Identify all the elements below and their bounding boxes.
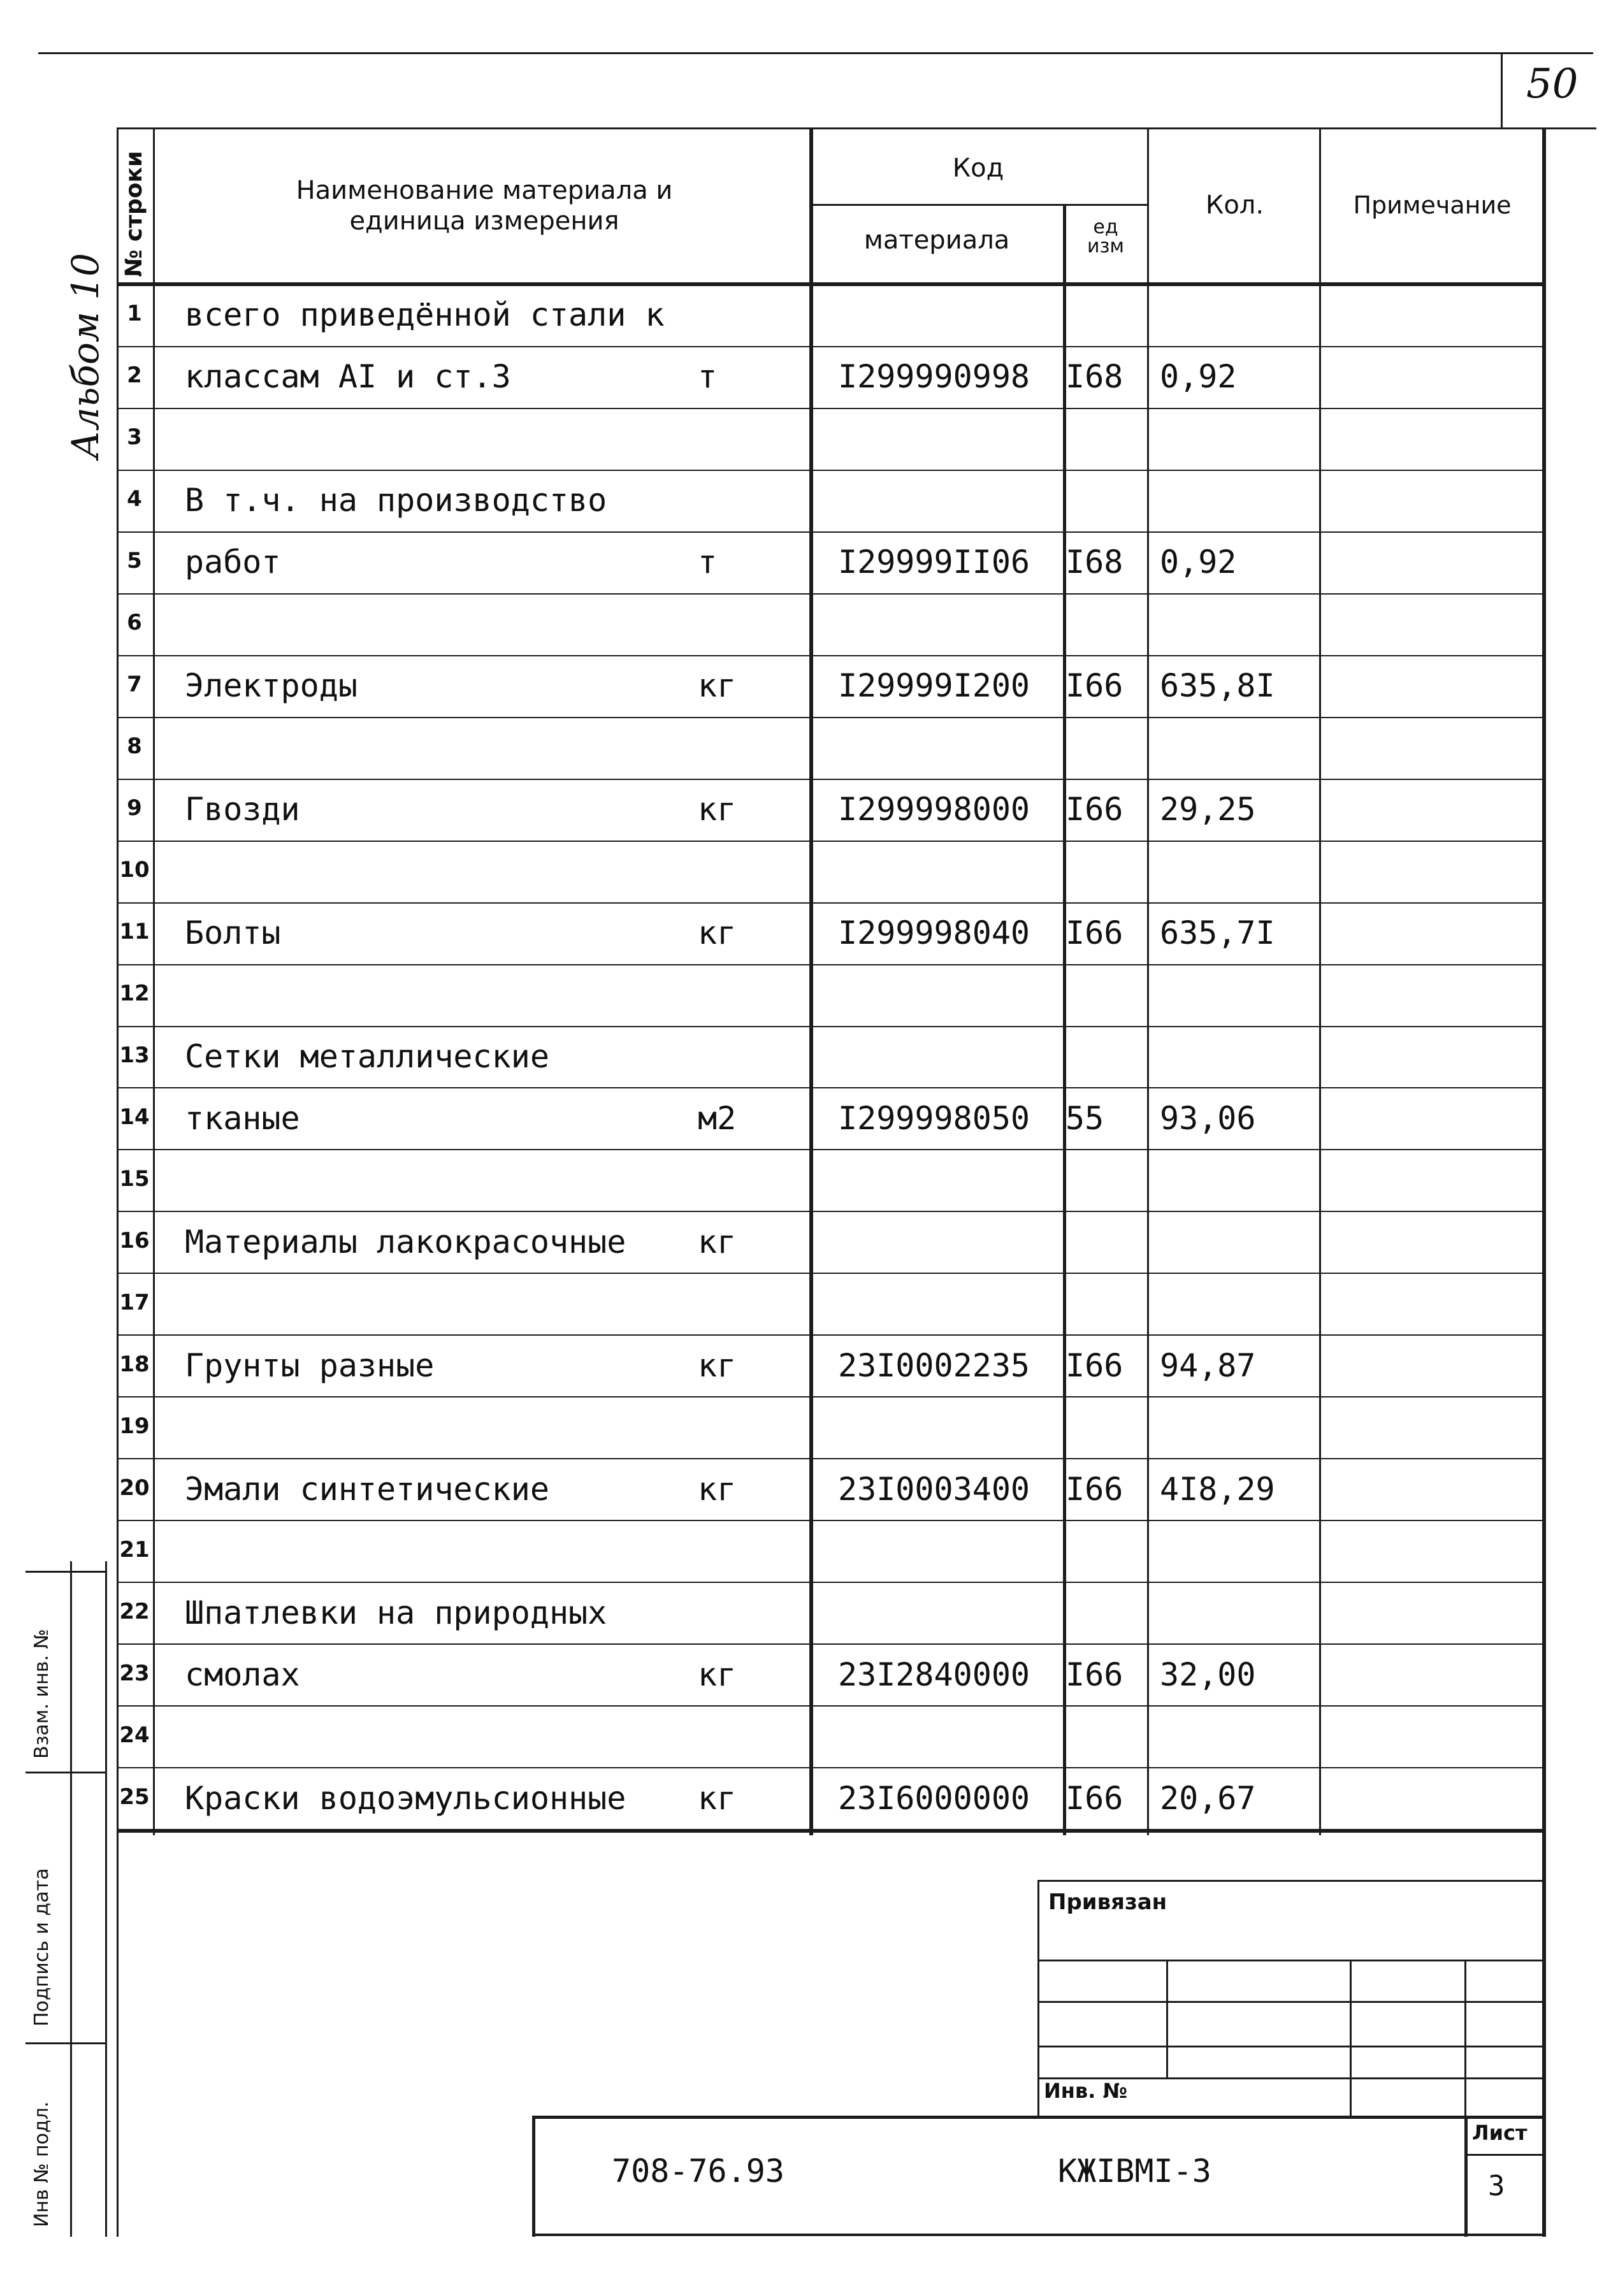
row-divider [117,1026,1544,1027]
row-material-name: классам АI и ст.3 [185,358,511,395]
side-stamp-top [25,1571,105,1573]
row-material-name: всего приведённой стали к [185,296,665,333]
row-divider [117,1211,1544,1212]
row-quantity: 635,7I [1160,914,1275,951]
table-name-divider [809,127,813,1835]
row-divider [117,1273,1544,1274]
row-material-name: Грунты разные [185,1347,435,1384]
row-material-name: Материалы лакокрасочные [185,1224,626,1260]
row-unit: т [698,544,718,581]
header-code-split [809,204,1147,206]
row-number: 1 [127,301,142,326]
row-divider [117,1520,1544,1521]
row-material-name: Гвозди [185,791,300,828]
side-stamp-split1 [25,1772,105,1773]
row-material-name: Шпатлевки на природных [185,1594,607,1631]
row-quantity: 32,00 [1160,1656,1256,1693]
row-divider [117,902,1544,904]
row-number: 18 [119,1352,150,1377]
header-quantity: Кол. [1205,191,1264,220]
row-unit: т [698,358,718,395]
sheet-label: Лист [1472,2121,1528,2145]
row-divider [117,655,1544,656]
header-unit-code: ед изм [1087,216,1125,257]
row-material-code: I299990998 [838,358,1030,395]
doc-code: КЖIВМI-3 [1058,2153,1211,2190]
row-material-name: тканые [185,1100,300,1137]
row-material-name: Сетки металлические [185,1038,549,1075]
table-top-border [117,127,1544,129]
top-rule [38,52,1593,54]
row-unit-code: I68 [1065,358,1123,395]
row-divider [117,1087,1544,1088]
row-number: 2 [127,363,142,388]
header-material-code: материала [863,226,1010,255]
side-podpis-data: Подпись и дата [31,1868,53,2026]
row-divider [117,1458,1544,1459]
side-stamp-split2 [25,2042,105,2044]
row-number: 20 [119,1475,150,1501]
row-number: 9 [127,795,142,821]
row-material-code: I29999II06 [838,544,1030,581]
doc-block-bottom [532,2234,1544,2236]
row-divider [117,779,1544,780]
side-stamp-outer [70,1561,72,2237]
sheet-corner-number: 50 [1526,61,1578,108]
row-material-code: 23I0002235 [838,1347,1030,1384]
row-number: 12 [119,981,150,1006]
row-number: 8 [127,733,142,759]
row-divider [117,408,1544,409]
row-unit: кг [698,914,737,951]
row-number: 13 [119,1043,150,1068]
frame-right-lower [1542,1829,1546,2237]
row-number: 4 [127,486,142,512]
row-material-name: Краски водоэмульсионные [185,1780,626,1817]
row-material-name: смолах [185,1656,300,1693]
row-divider [117,531,1544,533]
row-number: 6 [127,610,142,635]
title-grid-row1 [1037,1960,1544,1961]
row-divider [117,1582,1544,1583]
row-unit: кг [698,1471,737,1508]
row-number: 25 [119,1784,150,1810]
table-bottom-border [117,1829,1544,1833]
row-divider [117,1705,1544,1707]
table-rowno-divider [153,127,155,1835]
row-number: 21 [119,1537,150,1563]
row-material-name: работ [185,544,281,581]
row-unit: кг [698,1780,737,1817]
frame-left-lower [117,1829,119,2237]
row-number: 16 [119,1228,150,1253]
row-material-name: Болты [185,914,281,951]
row-divider [117,1767,1544,1768]
table-right-border [1542,127,1546,1835]
header-row-number: № строки [121,150,147,277]
table-unit-divider [1147,127,1149,1835]
row-number: 10 [119,857,150,883]
header-material-name: Наименование материала и единица измерения [296,176,673,236]
row-number: 17 [119,1290,150,1315]
row-divider [117,593,1544,595]
sheet-box-split [1464,2154,1544,2156]
row-unit-code: I66 [1065,1780,1123,1817]
doc-block-left [532,2116,535,2237]
row-number: 3 [127,424,142,450]
row-unit-code: I68 [1065,544,1123,581]
title-grid-col3 [1464,1960,1466,2116]
row-number: 14 [119,1104,150,1130]
table-qty-divider [1319,127,1321,1835]
row-unit-code: I66 [1065,914,1123,951]
row-divider [117,841,1544,842]
row-divider [117,1149,1544,1150]
row-material-code: I299998040 [838,914,1030,951]
row-quantity: 0,92 [1160,358,1237,395]
row-divider [117,1643,1544,1645]
row-divider [117,470,1544,471]
row-quantity: 93,06 [1160,1100,1256,1137]
privyazan-label: Привязан [1048,1889,1167,1915]
title-grid-row3 [1037,2046,1544,2047]
row-quantity: 635,8I [1160,667,1275,704]
row-unit: кг [698,791,737,828]
row-material-name: В т.ч. на производство [185,482,607,519]
header-code-group: Код [952,154,1004,183]
inv-no-label: Инв. № [1044,2079,1127,2103]
row-divider [117,1396,1544,1397]
corner-divider [1501,52,1503,129]
side-inv-podl: Инв № подл. [31,2101,53,2227]
row-number: 7 [127,672,142,697]
doc-block-top [532,2116,1544,2119]
row-unit: кг [698,1224,737,1260]
header-note: Примечание [1353,191,1512,219]
row-material-code: 23I2840000 [838,1656,1030,1693]
row-material-code: I299998000 [838,791,1030,828]
title-grid-col1 [1166,1960,1168,2077]
row-material-code: 23I6000000 [838,1780,1030,1817]
row-quantity: 20,67 [1160,1780,1256,1817]
row-divider [117,346,1544,347]
title-block-left [1037,1880,1039,2116]
row-unit-code: I66 [1065,1656,1123,1693]
row-material-code: I299998050 [838,1100,1030,1137]
title-grid-col2 [1350,1960,1352,2116]
row-number: 19 [119,1413,150,1439]
row-unit: кг [698,1347,737,1384]
side-vzam-inv: Взам. инв. № [31,1629,53,1759]
row-unit: м2 [698,1100,737,1137]
row-number: 11 [119,919,150,944]
row-quantity: 0,92 [1160,544,1237,581]
row-divider [117,1334,1544,1336]
row-quantity: 94,87 [1160,1347,1256,1384]
row-number: 22 [119,1599,150,1624]
row-unit-code: I66 [1065,667,1123,704]
row-quantity: 29,25 [1160,791,1256,828]
album-label: Альбом 10 [64,252,107,459]
side-stamp-inner [105,1561,107,2237]
header-bottom-border [117,282,1544,286]
row-number: 5 [127,548,142,574]
title-block-top [1037,1880,1544,1882]
row-quantity: 4I8,29 [1160,1471,1275,1508]
sheet-value: 3 [1488,2170,1505,2202]
doc-number: 708-76.93 [612,2153,784,2190]
row-material-code: I29999I200 [838,667,1030,704]
sheet-box-left [1464,2116,1468,2237]
title-grid-row2 [1037,2001,1544,2003]
row-material-code: 23I0003400 [838,1471,1030,1508]
row-material-name: Эмали синтетические [185,1471,549,1508]
row-material-name: Электроды [185,667,358,704]
row-number: 15 [119,1166,150,1192]
row-number: 24 [119,1722,150,1748]
row-unit-code: 55 [1065,1100,1104,1137]
row-unit-code: I66 [1065,791,1123,828]
row-unit-code: I66 [1065,1471,1123,1508]
row-divider [117,964,1544,965]
row-unit: кг [698,1656,737,1693]
row-unit-code: I66 [1065,1347,1123,1384]
row-divider [117,717,1544,718]
table-code-divider [1063,204,1066,1835]
row-number: 23 [119,1661,150,1686]
row-unit: кг [698,667,737,704]
